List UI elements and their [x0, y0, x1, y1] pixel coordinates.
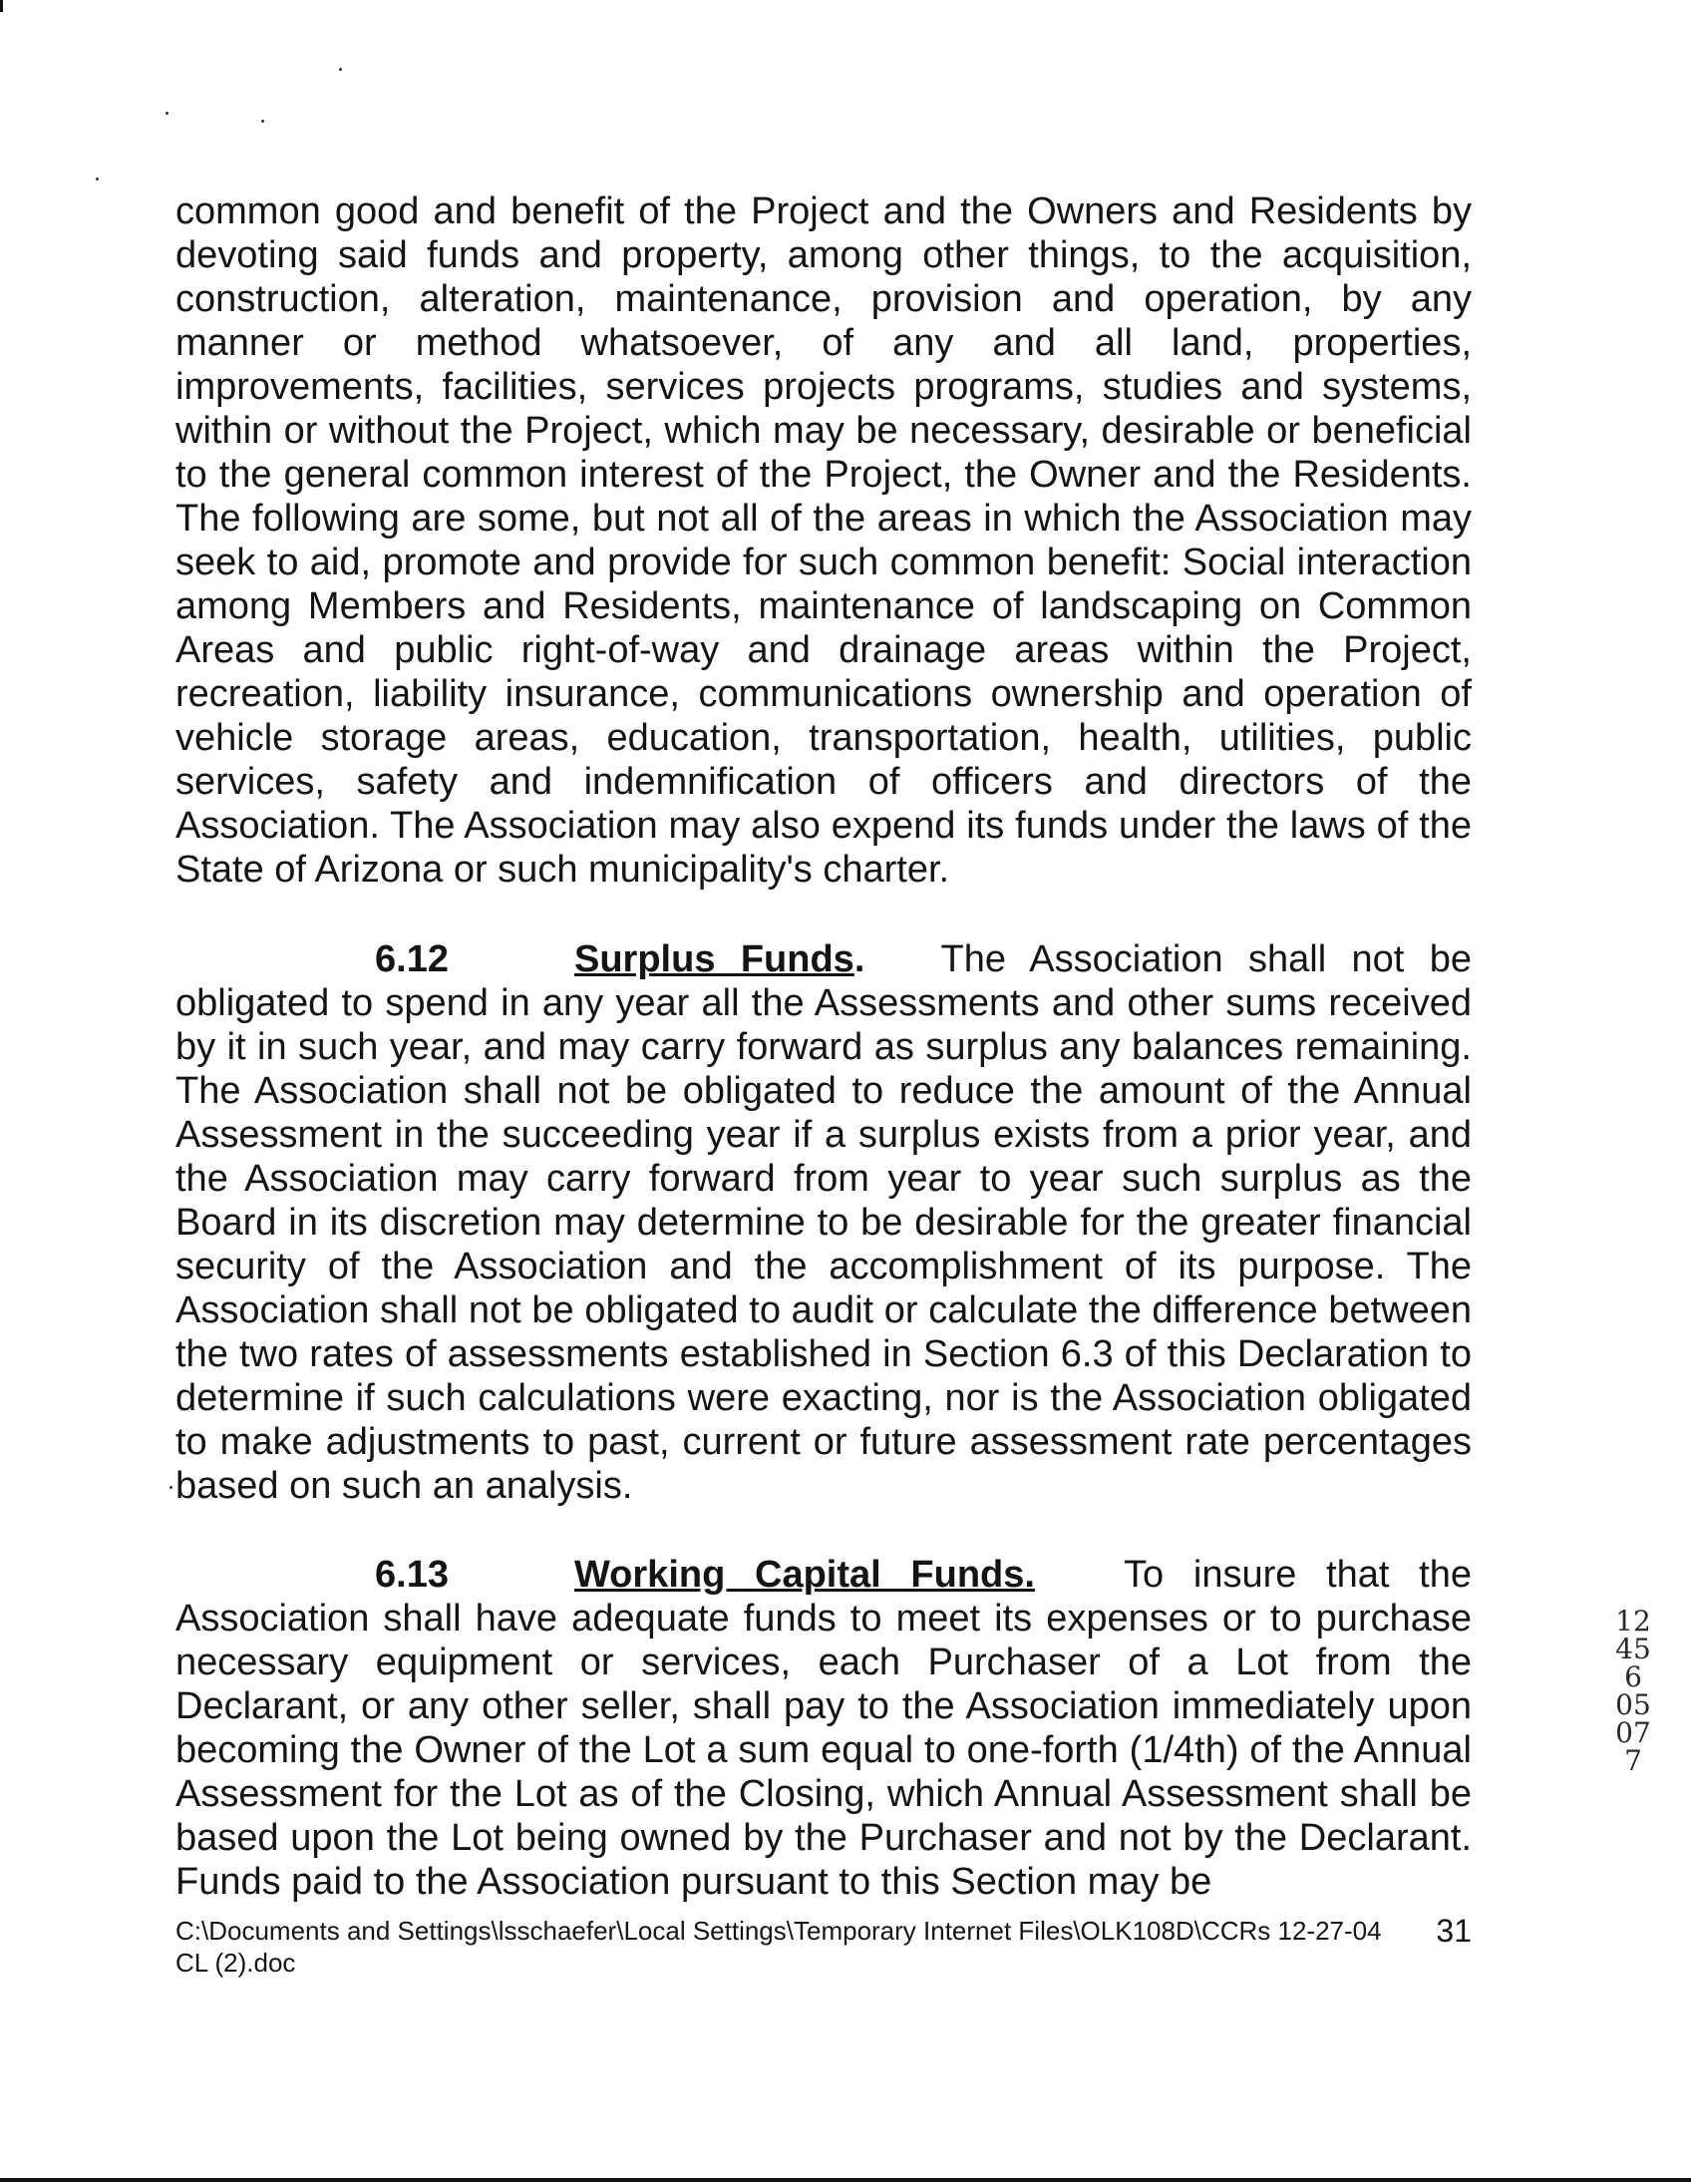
section-number: 6.13 — [375, 1554, 449, 1596]
body-paragraph — [175, 189, 1472, 892]
file-path: C:\Documents and Settings\lsschaefer\Local Settings\Temporary Internet Files\OLK108D\CCRs 12-27-04 CL (2).doc — [175, 1916, 1382, 1978]
section-heading: Surplus Funds — [574, 938, 854, 980]
section-heading-punctuation: . — [853, 938, 865, 980]
scan-speck — [96, 178, 99, 181]
section-number: 6.12 — [375, 938, 449, 980]
scan-mark — [0, 0, 3, 12]
scan-speck — [261, 120, 264, 123]
scan-bottom-edge — [0, 2178, 1691, 2182]
section-text: The Association shall not be obligated to spend in any year all the Assessments and other sums received by it in such year, and may carry forward as surplus any balances remaining. The Association shall not be obligated to reduce the amount of the Annual Assessment in the succeeding year if a surplus exists from a prior year, and the Association may carry forward from year to year such surplus as the Board in its discretion may determine to be desirable for the greater financial security of the Association and the accomplishment of its purpose. The Association shall not be obligated to audit or calculate the difference between the two rates of assessments established in Section 6.3 of this Declaration to determine if such calculations were exacting, nor is the Association obligated to make adjustments to past, current or future assessment rate percentages based on such an analysis. — [175, 938, 1472, 1507]
section-6-13 — [175, 1553, 1472, 1904]
paragraph-continuation-text: common good and benefit of the Project and the Owners and Residents by devoting said funds and property, among other things, to the acquisition, construction, alteration, maintenance, provision and operation, by any manner or method whatsoever, of any and all land, properties, improvements, facilities, services projects programs, studies and systems, within or without the Project, which may be necessary, desirable or beneficial to the general common interest of the Project, the Owner and the Residents. The following are some, but not all of the areas in which the Association may seek to aid, promote and provide for such common benefit: Social interaction among Members and Residents, maintenance of landscaping on Common Areas and public right-of-way and drainage areas within the Project, recreation, liability insurance, communications ownership and operation of vehicle storage areas, education, transportation, health, utilities, public services, safety and indemnification of officers and directors of the Association. The Association may also expend its funds under the laws of the State of Arizona or such municipality's charter. — [175, 190, 1472, 891]
scan-speck — [339, 68, 342, 71]
recording-stamp-number: 12456 05077 — [1615, 1605, 1651, 1777]
scan-speck — [169, 1486, 172, 1489]
section-text: To insure that the Association shall have adequate funds to meet its expenses or to purchase necessary equipment or services, each Purchaser of a Lot from the Declarant, or any other seller, shall pay to the Association immediately upon becoming the Owner of the Lot a sum equal to one-forth (1/4th) of the Annual Assessment for the Lot as of the Closing, which Annual Assessment shall be based upon the Lot being owned by the Purchaser and not by the Declarant. Funds paid to the Association pursuant to this Section may be — [175, 1554, 1472, 1903]
section-paragraph — [175, 1553, 1472, 1904]
section-paragraph — [175, 937, 1472, 1508]
section-6-12 — [175, 937, 1472, 1508]
section-heading: Working Capital Funds. — [574, 1554, 1035, 1596]
page-footer — [175, 1915, 1472, 1979]
page-number: 31 — [1436, 1913, 1472, 1949]
scan-speck — [166, 112, 169, 115]
